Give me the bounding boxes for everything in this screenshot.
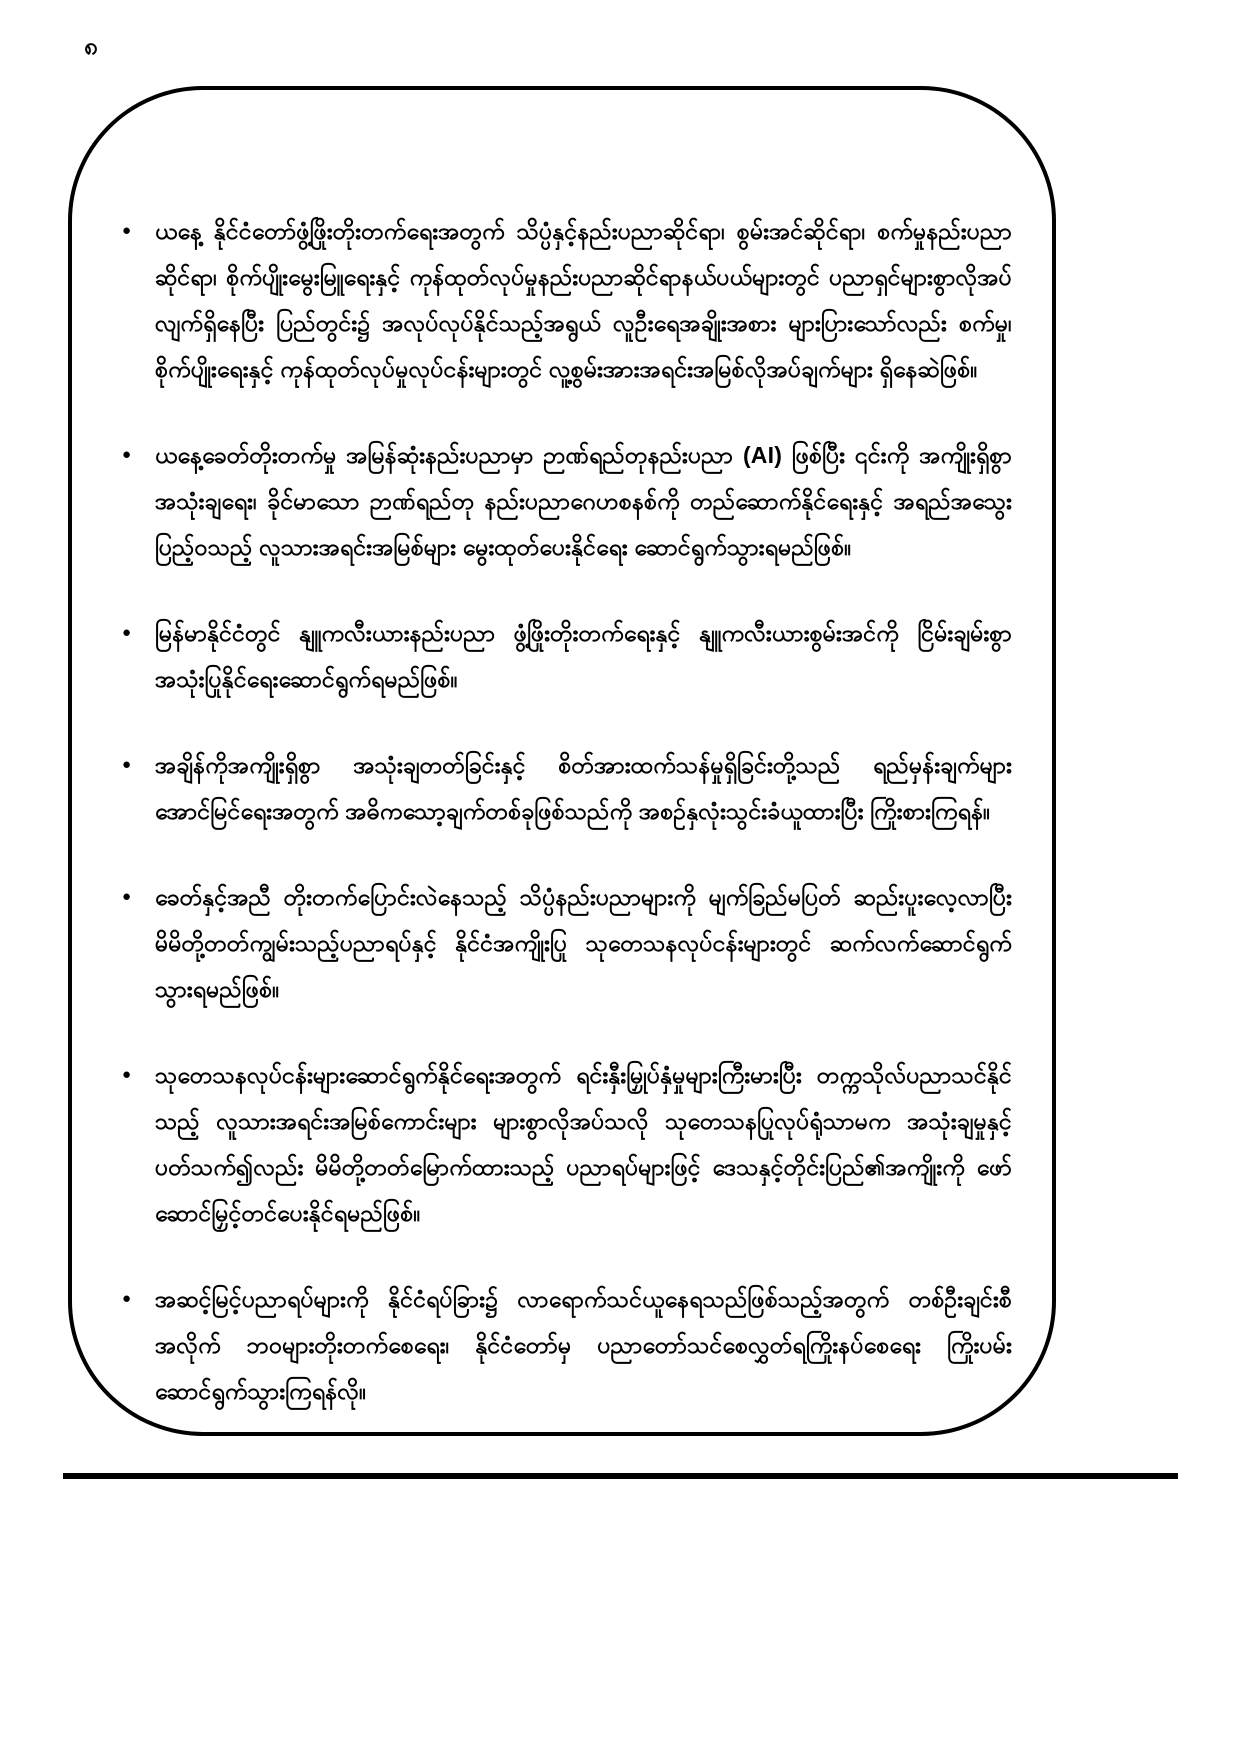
bullet-icon: ● <box>122 756 132 773</box>
bullet-icon: ● <box>122 1290 132 1307</box>
bullet-item <box>122 1052 1012 1236</box>
bullet-text: အဆင့်မြင့်ပညာရပ်များကို နိုင်ငံရပ်ခြား၌ လာရောက်သင်ယူနေရသည်ဖြစ်သည့်အတွက် တစ်ဦးချင်းစီအလိုက် ဘဝများတိုးတက်စေရေး၊ နိုင်ငံတော်မှ ပညာတော်သင်စေလွှတ်ရကြိုးနပ်စေရေး ကြိုးပမ်းဆောင်ရွက်သွားကြရန်လို။ <box>155 1286 1012 1404</box>
bullet-text: အချိန်ကိုအကျိုးရှိစွာ အသုံးချတတ်ခြင်းနှင့် စိတ်အားထက်သန်မှုရှိခြင်းတို့သည် ရည်မှန်းချက်များ အောင်မြင်ရေးအတွက် အဓိကသော့ချက်တစ်ခုဖြစ်သည်ကို အစဉ်နှလုံးသွင်းခံယူထားပြီး ကြိုးစားကြရန်။ <box>155 752 1012 824</box>
footer-divider <box>63 1473 1178 1479</box>
bullet-icon: ● <box>122 222 132 239</box>
bullet-icon: ● <box>122 446 132 463</box>
bullet-item <box>122 208 1012 392</box>
bullet-item <box>122 610 1012 702</box>
bullet-icon: ● <box>122 624 132 641</box>
page-number: ၈ <box>84 33 98 60</box>
bullet-list <box>72 90 1052 1414</box>
bullet-item <box>122 874 1012 1012</box>
bullet-text: သုတေသနလုပ်ငန်းများဆောင်ရွက်နိုင်ရေးအတွက် ရင်းနှီးမြှုပ်နှံမှုများကြီးမားပြီး တက္ကသိုလ်ပညာသင်နိုင်သည့် လူသားအရင်းအမြစ်ကောင်းများ များစွာလိုအပ်သလို သုတေသနပြုလုပ်ရုံသာမက အသုံးချမှုနှင့်ပတ်သက်၍လည်း မိမိတို့တတ်မြောက်ထားသည့် ပညာရပ်များဖြင့် ဒေသနှင့်တိုင်းပြည်၏အကျိုးကို ဖော်ဆောင်မြှင့်တင်ပေးနိုင်ရမည်ဖြစ်။ <box>155 1062 1012 1226</box>
bullet-text: မြန်မာနိုင်ငံတွင် နျူကလီးယားနည်းပညာ ဖွံ့ဖြိုးတိုးတက်ရေးနှင့် နျူကလီးယားစွမ်းအင်ကို ငြိမ်းချမ်းစွာ အသုံးပြုနိုင်ရေးဆောင်ရွက်ရမည်ဖြစ်။ <box>155 620 1012 692</box>
bullet-item <box>122 742 1012 834</box>
bullet-icon: ● <box>122 888 132 905</box>
bullet-icon: ● <box>122 1066 132 1083</box>
bullet-item <box>122 1276 1012 1414</box>
bullet-item <box>122 432 1012 570</box>
bullet-text: ခေတ်နှင့်အညီ တိုးတက်ပြောင်းလဲနေသည့် သိပ္ပံနည်းပညာများကို မျက်ခြည်မပြတ် ဆည်းပူးလေ့လာပြီး မိမိတို့တတ်ကျွမ်းသည့်ပညာရပ်နှင့် နိုင်ငံအကျိုးပြု သုတေသနလုပ်ငန်းများတွင် ဆက်လက်ဆောင်ရွက်သွားရမည်ဖြစ်။ <box>155 884 1012 1002</box>
bullet-text: ယနေ့ နိုင်ငံတော်ဖွံ့ဖြိုးတိုးတက်ရေးအတွက် သိပ္ပံနှင့်နည်းပညာဆိုင်ရာ၊ စွမ်းအင်ဆိုင်ရာ၊ စက်မှုနည်းပညာဆိုင်ရာ၊ စိုက်ပျိုးမွေးမြူရေးနှင့် ကုန်ထုတ်လုပ်မှုနည်းပညာဆိုင်ရာနယ်ပယ်များတွင် ပညာရှင်များစွာလိုအပ်လျက်ရှိနေပြီး ပြည်တွင်း၌ အလုပ်လုပ်နိုင်သည့်အရွယ် လူဦးရေအချိုးအစား များပြားသော်လည်း စက်မှု၊ စိုက်ပျိုးရေးနှင့် ကုန်ထုတ်လုပ်မှုလုပ်ငန်းများတွင် လူ့စွမ်းအားအရင်းအမြစ်လိုအပ်ချက်များ ရှိနေဆဲဖြစ်။ <box>155 218 1012 382</box>
bullet-text: ယနေ့ခေတ်တိုးတက်မှု အမြန်ဆုံးနည်းပညာမှာ ဉာဏ်ရည်တုနည်းပညာ (AI) ဖြစ်ပြီး ၎င်းကို အကျိုးရှိစွာ အသုံးချရေး၊ ခိုင်မာသော ဉာဏ်ရည်တု နည်းပညာဂေဟစနစ်ကို တည်ဆောက်နိုင်ရေးနှင့် အရည်အသွေးပြည့်ဝသည့် လူသားအရင်းအမြစ်များ မွေးထုတ်ပေးနိုင်ရေး ဆောင်ရွက်သွားရမည်ဖြစ်။ <box>155 442 1012 560</box>
content-border-box <box>68 86 1056 1436</box>
